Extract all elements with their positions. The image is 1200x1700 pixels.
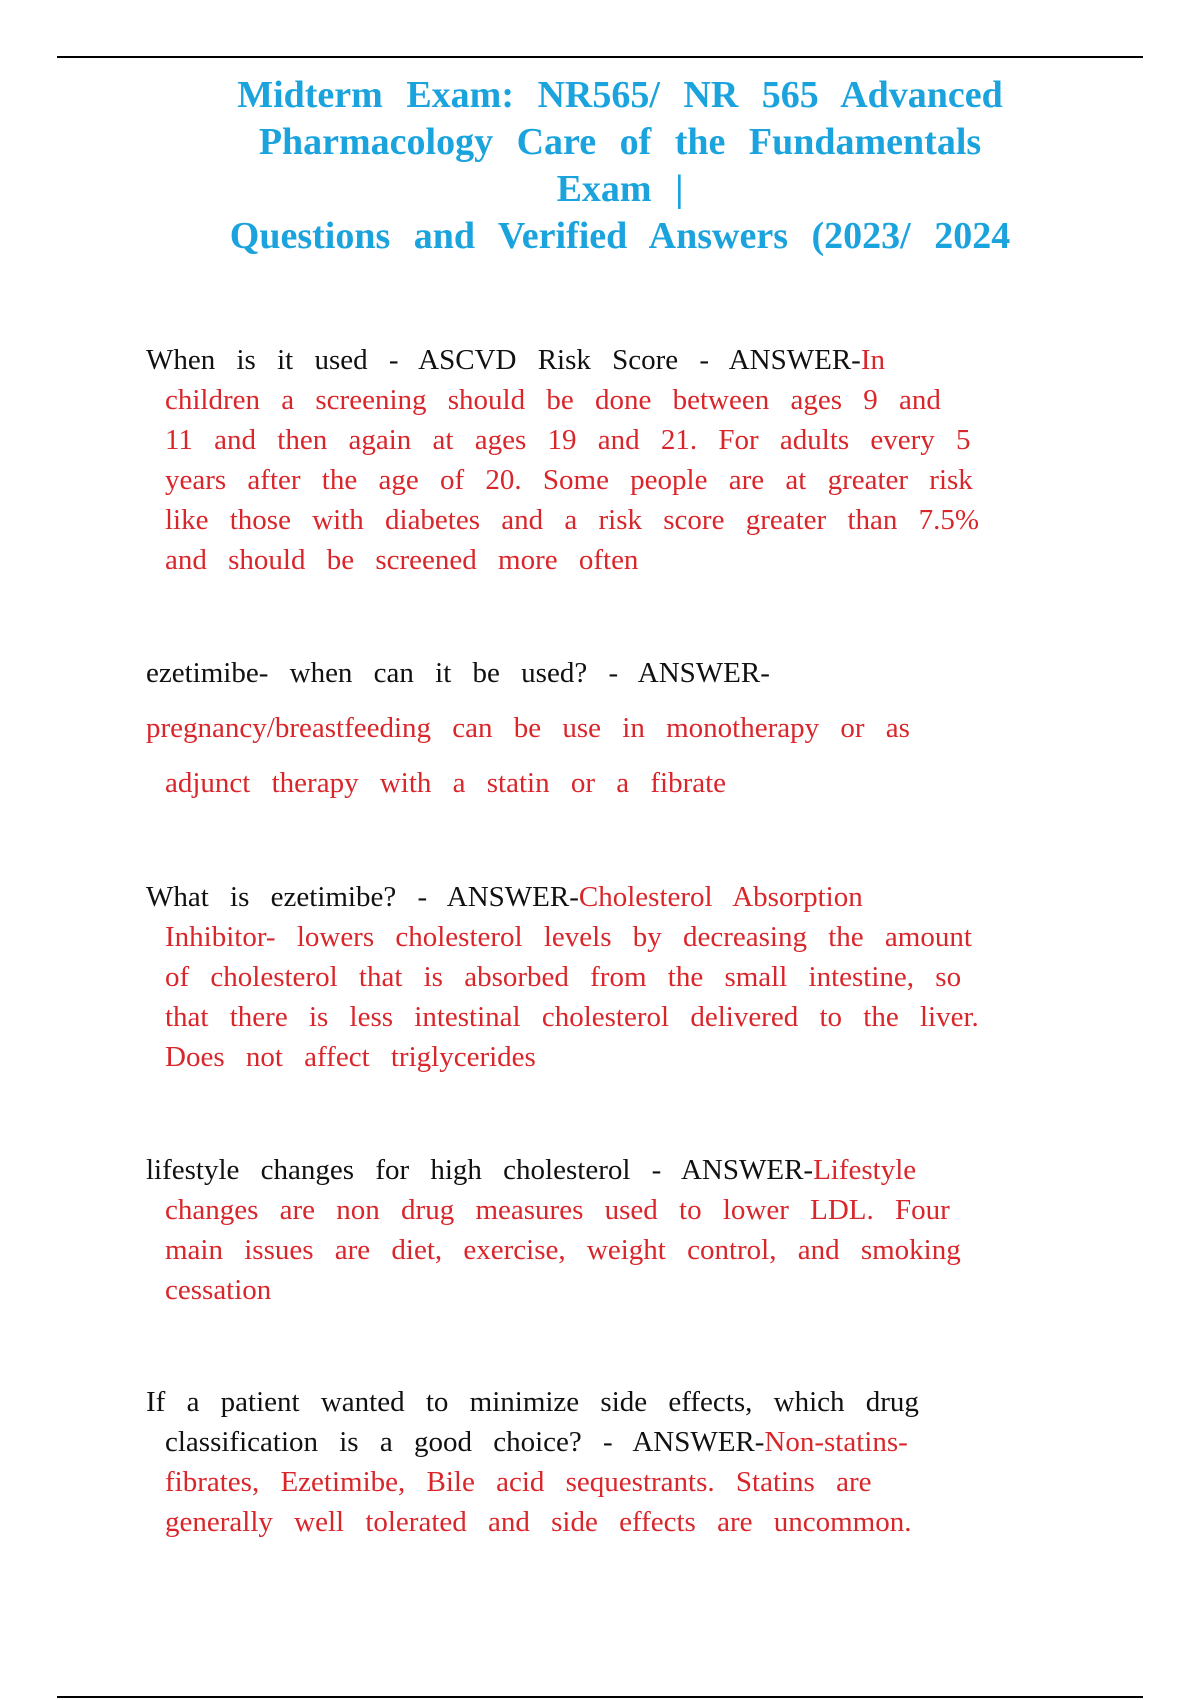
qa-line [146, 340, 1086, 380]
title-line-3: Exam | [556, 168, 684, 210]
answer-line: that there is less intestinal cholesterol delivered to the liver. [165, 1001, 979, 1033]
question-text: If a patient wanted to minimize side effects, which drug [146, 1386, 919, 1418]
document-title [170, 72, 1070, 260]
bottom-rule [57, 1696, 1143, 1698]
answer-line: and should be screened more often [165, 544, 639, 576]
answer-line: of cholesterol that is absorbed from the small intestine, so [165, 961, 962, 993]
top-rule [57, 56, 1143, 58]
answer-line: years after the age of 20. Some people are at greater risk [165, 464, 973, 496]
answer-line: 11 and then again at ages 19 and 21. For adults every 5 [165, 424, 971, 456]
answer-line: fibrates, Ezetimibe, Bile acid sequestrants. Statins are [165, 1466, 872, 1498]
question-text: ezetimibe- when can it be used? - ANSWER- [146, 657, 770, 689]
title-line-4: Questions and Verified Answers (2023/ 2024 [229, 215, 1011, 257]
qa-item-ascvd [146, 340, 1086, 580]
answer-line: changes are non drug measures used to lower LDL. Four [165, 1194, 950, 1226]
answer-line: main issues are diet, exercise, weight control, and smoking [165, 1234, 961, 1266]
answer-line: adjunct therapy with a statin or a fibrate [165, 767, 727, 799]
title-line-1: Midterm Exam: NR565/ NR 565 Advanced [237, 74, 1003, 116]
qa-line [146, 1150, 1086, 1190]
qa-item-ezetimibe-use [146, 653, 1086, 803]
qa-item-ezetimibe-definition [146, 877, 1086, 1077]
question-text: What is ezetimibe? - ANSWER- [146, 881, 579, 913]
answer-line: generally well tolerated and side effects are uncommon. [165, 1506, 912, 1538]
answer-text: Non-statins- [764, 1426, 908, 1458]
answer-text: In [860, 344, 886, 376]
question-text: lifestyle changes for high cholesterol - ANSWER- [146, 1154, 814, 1186]
answer-line: like those with diabetes and a risk score greater than 7.5% [165, 504, 980, 536]
answer-text: Cholesterol Absorption [578, 881, 863, 913]
title-line-2: Pharmacology Care of the Fundamentals [258, 121, 982, 163]
answer-text: Lifestyle [813, 1154, 917, 1186]
answer-line: Does not affect triglycerides [165, 1041, 536, 1073]
answer-line: Inhibitor- lowers cholesterol levels by decreasing the amount [165, 921, 972, 953]
qa-item-lifestyle [146, 1150, 1086, 1310]
question-text: classification is a good choice? - ANSWER- [165, 1426, 765, 1458]
question-text: When is it used - ASCVD Risk Score - ANSWER- [146, 344, 861, 376]
answer-line: pregnancy/breastfeeding can be use in monotherapy or as [146, 712, 910, 744]
qa-line [146, 1422, 1086, 1462]
answer-line: cessation [165, 1274, 272, 1306]
qa-line [146, 877, 1086, 917]
answer-line: children a screening should be done between ages 9 and [165, 384, 941, 416]
qa-item-side-effects [146, 1382, 1086, 1542]
